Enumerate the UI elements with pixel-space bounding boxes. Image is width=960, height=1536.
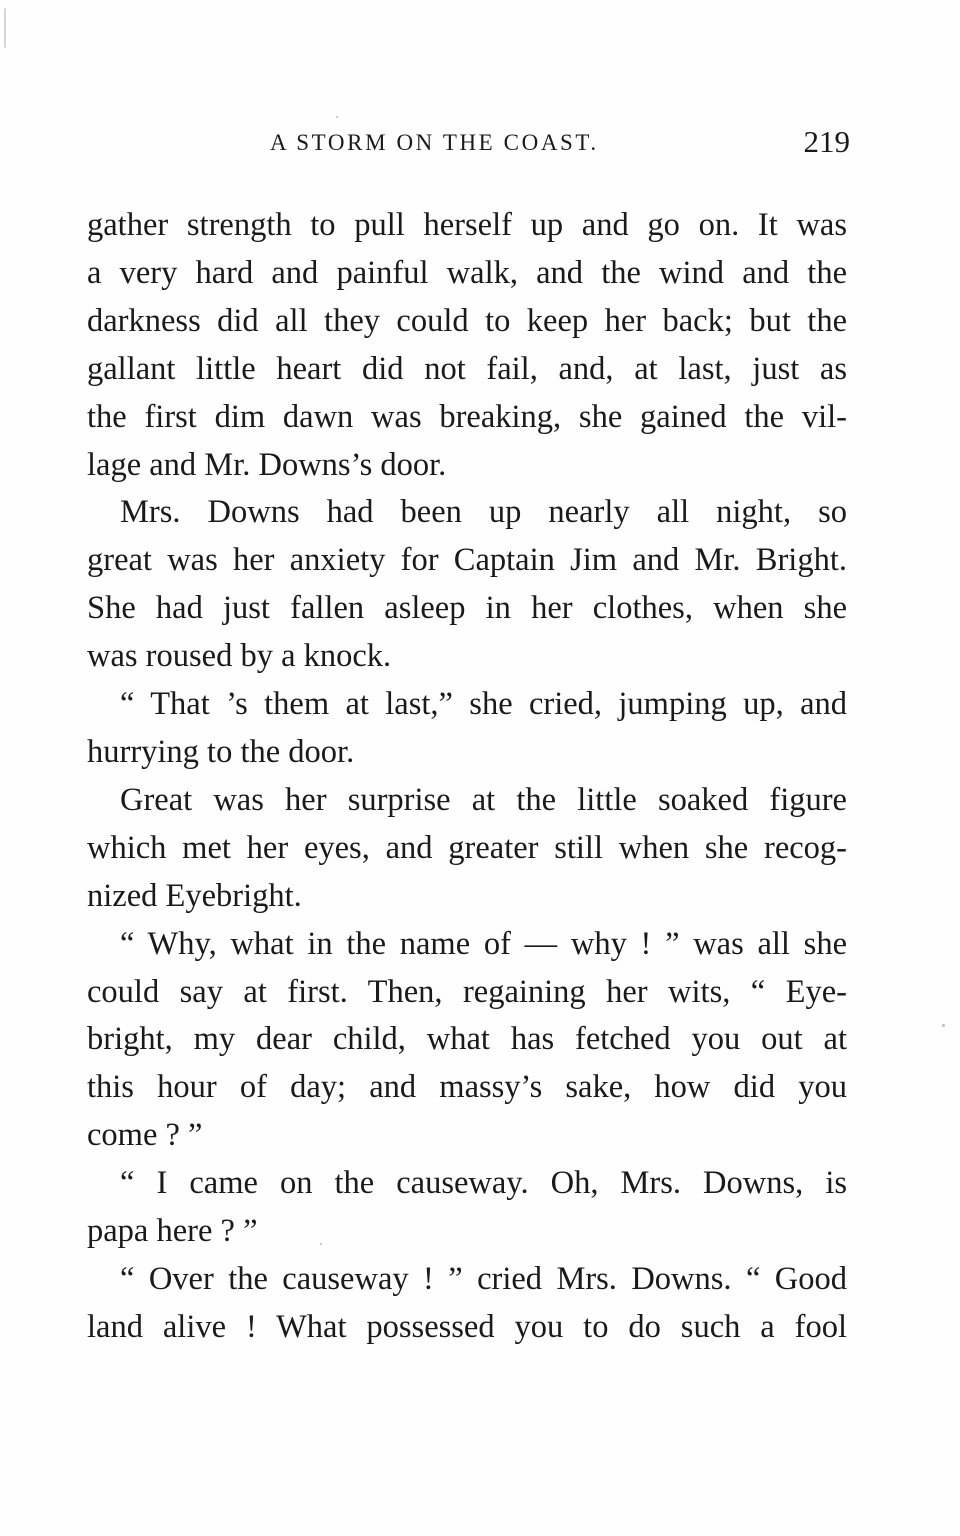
text-line: “ Over the causeway ! ” cried Mrs. Downs. “ Good: [120, 1260, 847, 1297]
text-line: could say at first. Then, regaining her wits, “ Eye-: [87, 973, 847, 1010]
text-line: “ Why, what in the name of — why ! ” was all she: [120, 925, 847, 962]
text-line: lage and Mr. Downs’s door.: [87, 446, 447, 483]
text-line: papa here ? ”: [87, 1213, 258, 1250]
paragraph: [87, 1160, 847, 1256]
running-head: [0, 124, 960, 168]
text-line: “ I came on the causeway. Oh, Mrs. Downs, is: [120, 1165, 847, 1202]
paragraph: [87, 921, 847, 1161]
chapter-title: A STORM ON THE COAST.: [270, 130, 599, 155]
body-text: [87, 202, 847, 1352]
paragraph: [87, 681, 847, 777]
paper-speck: [336, 116, 338, 118]
text-line: come ? ”: [87, 1117, 203, 1154]
text-line: great was her anxiety for Captain Jim and Mr. Bright.: [87, 542, 847, 579]
text-line: this hour of day; and massy’s sake, how did you: [87, 1069, 847, 1106]
paper-speck: [942, 1024, 945, 1027]
paragraph: [87, 489, 847, 681]
text-line: was roused by a knock.: [87, 638, 392, 675]
text-line: Mrs. Downs had been up nearly all night, so: [120, 494, 847, 531]
text-line: “ That ’s them at last,” she cried, jumping up, and: [120, 686, 847, 723]
page-number: 219: [803, 124, 850, 159]
text-line: She had just fallen asleep in her clothes, when she: [87, 590, 847, 627]
text-line: Great was her surprise at the little soaked figure: [120, 781, 847, 818]
text-line: hurrying to the door.: [87, 733, 355, 770]
text-line: gallant little heart did not fail, and, at last, just as: [87, 350, 847, 387]
text-line: darkness did all they could to keep her back; but the: [87, 302, 847, 339]
text-line: the first dim dawn was breaking, she gained the vil-: [87, 398, 847, 435]
text-line: a very hard and painful walk, and the wind and the: [87, 254, 847, 291]
paper-speck: [320, 1243, 322, 1245]
paragraph: [87, 777, 847, 921]
text-line: land alive ! What possessed you to do such a fool: [87, 1308, 847, 1345]
text-line: which met her eyes, and greater still when she recog-: [87, 829, 847, 866]
text-line: nized Eyebright.: [87, 877, 302, 914]
paper-speck: [4, 8, 6, 48]
text-line: bright, my dear child, what has fetched you out at: [87, 1021, 847, 1058]
text-line: gather strength to pull herself up and go on. It was: [87, 207, 847, 243]
paragraph: [87, 1256, 847, 1352]
paragraph: [87, 202, 847, 489]
